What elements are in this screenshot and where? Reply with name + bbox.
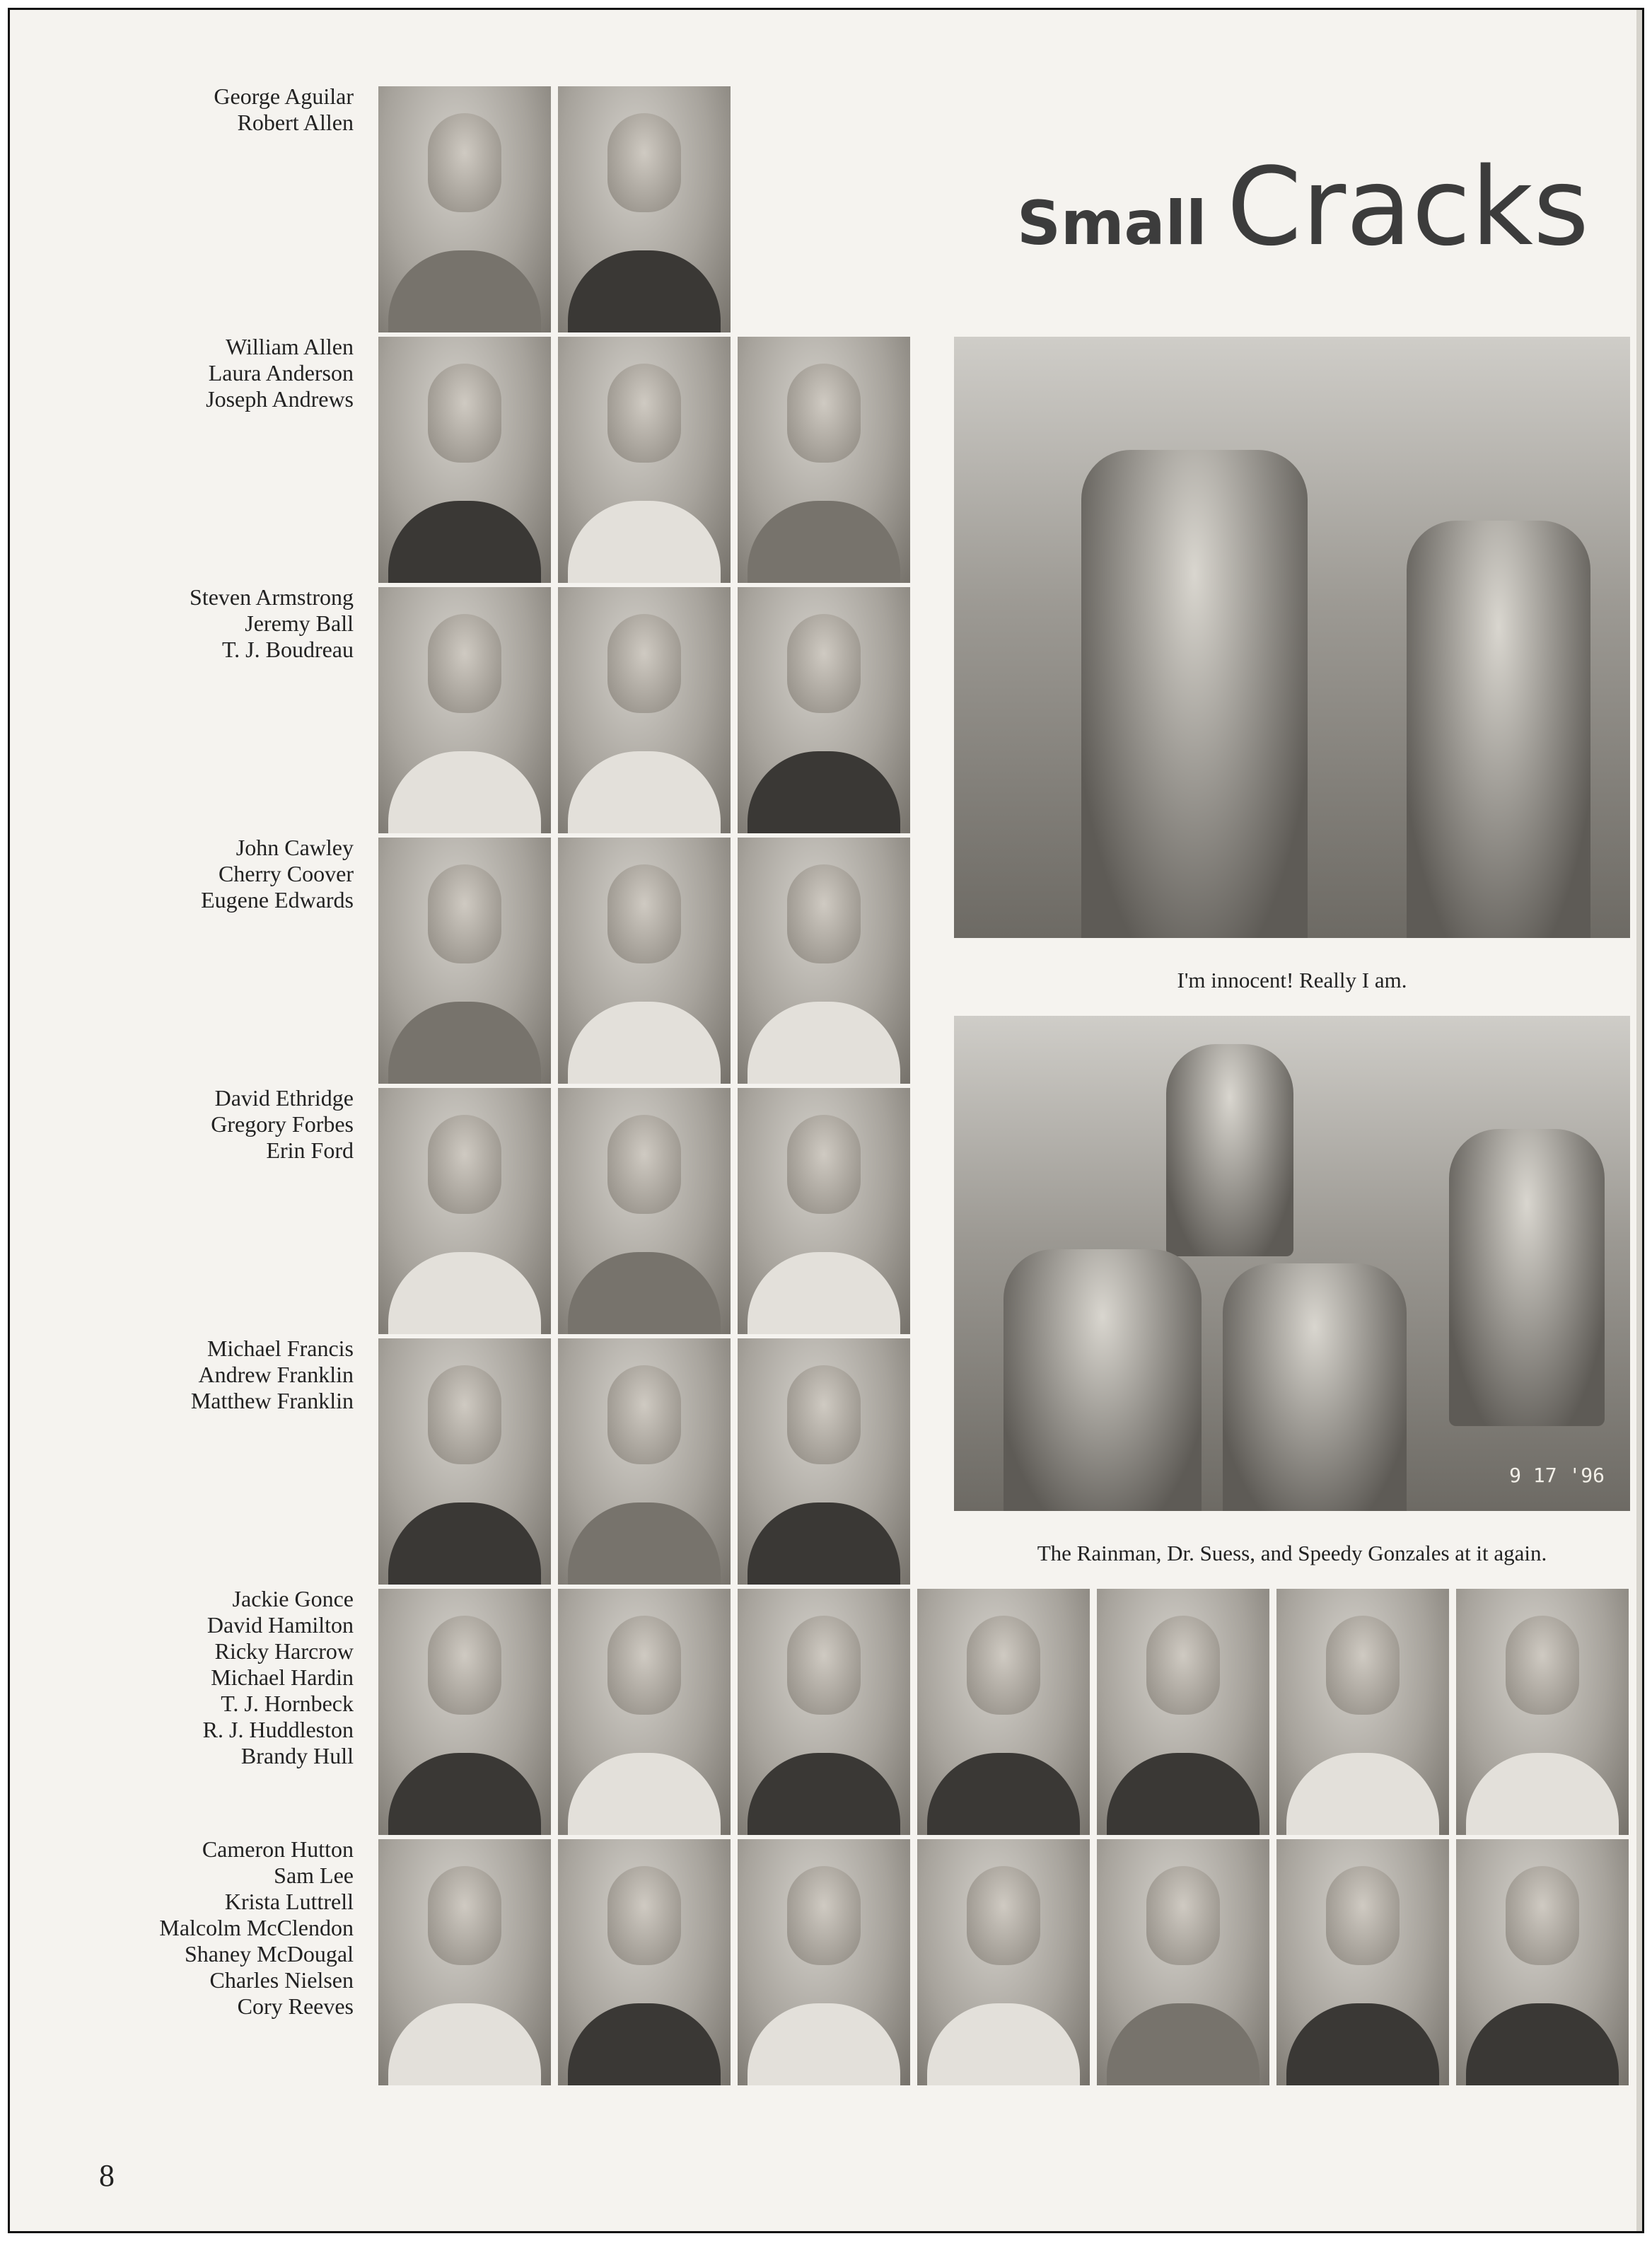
student-portrait xyxy=(738,1589,910,1835)
student-portrait xyxy=(378,838,551,1084)
student-portrait xyxy=(378,337,551,583)
headline-small-word: Small xyxy=(1017,188,1207,259)
student-name: Steven Armstrong xyxy=(190,584,354,610)
candid-photo-hallway xyxy=(954,337,1630,938)
student-name: Michael Francis xyxy=(206,1336,354,1361)
names-row-1 xyxy=(85,83,354,136)
candid-photo-cafeteria xyxy=(954,1016,1630,1511)
student-portrait xyxy=(558,86,731,332)
student-name: George Aguilar xyxy=(214,83,354,109)
student-portrait xyxy=(378,587,551,833)
student-name: Sam Lee xyxy=(274,1863,354,1888)
student-portrait xyxy=(1456,1589,1629,1835)
names-row-5 xyxy=(85,1085,354,1164)
student-name: David Ethridge xyxy=(214,1085,354,1111)
student-name: Michael Hardin xyxy=(211,1664,354,1690)
student-name: Cameron Hutton xyxy=(202,1836,354,1862)
student-portrait xyxy=(1456,1839,1629,2085)
student-name: David Hamilton xyxy=(206,1612,354,1638)
student-name: Gregory Forbes xyxy=(211,1111,354,1137)
student-portrait xyxy=(738,1088,910,1334)
student-name: Robert Allen xyxy=(237,110,354,135)
photo-caption: I'm innocent! Really I am. xyxy=(1177,968,1407,992)
page-edge xyxy=(1636,10,1642,2231)
student-portrait xyxy=(378,1589,551,1835)
student-portrait xyxy=(738,1839,910,2085)
student-name: Andrew Franklin xyxy=(198,1362,354,1387)
student-portrait xyxy=(1276,1839,1449,2085)
student-name: Erin Ford xyxy=(266,1137,354,1163)
student-name: Shaney McDougal xyxy=(184,1941,354,1967)
student-portrait xyxy=(378,1338,551,1585)
student-name: T. J. Hornbeck xyxy=(221,1691,354,1716)
student-portrait xyxy=(558,1589,731,1835)
photo-figure xyxy=(1081,450,1308,938)
student-portrait xyxy=(378,86,551,332)
student-name: William Allen xyxy=(226,334,354,359)
student-portrait xyxy=(1097,1589,1269,1835)
student-portrait xyxy=(738,337,910,583)
student-portrait xyxy=(917,1589,1090,1835)
student-portrait xyxy=(558,337,731,583)
names-row-8 xyxy=(85,1836,354,2020)
student-name: R. J. Huddleston xyxy=(202,1717,354,1742)
student-portrait xyxy=(917,1839,1090,2085)
photo-date-stamp: 9 17 '96 xyxy=(1509,1464,1605,1487)
student-portrait xyxy=(738,838,910,1084)
student-name: Ricky Harcrow xyxy=(214,1638,354,1664)
names-row-3 xyxy=(85,584,354,663)
student-name: Cherry Coover xyxy=(218,861,354,886)
student-name: Joseph Andrews xyxy=(206,386,354,412)
photo-figure xyxy=(1449,1129,1605,1426)
photo-figure xyxy=(1166,1044,1293,1256)
names-row-7 xyxy=(85,1586,354,1769)
student-name: Matthew Franklin xyxy=(190,1388,354,1413)
student-portrait xyxy=(558,1839,731,2085)
student-portrait xyxy=(558,1338,731,1585)
names-row-4 xyxy=(85,835,354,913)
student-portrait xyxy=(378,1088,551,1334)
student-portrait xyxy=(558,1088,731,1334)
student-portrait xyxy=(738,1338,910,1585)
names-row-2 xyxy=(85,334,354,412)
student-portrait xyxy=(1097,1839,1269,2085)
student-name: Jeremy Ball xyxy=(245,610,354,636)
photo-figure xyxy=(1004,1249,1202,1511)
photo-caption: The Rainman, Dr. Suess, and Speedy Gonzales at it again. xyxy=(1037,1541,1547,1565)
photo-figure xyxy=(1223,1263,1407,1511)
student-name: Brandy Hull xyxy=(240,1743,354,1768)
names-row-6 xyxy=(85,1336,354,1414)
student-name: John Cawley xyxy=(235,835,354,860)
headline-large-word: Cracks xyxy=(1226,144,1590,270)
page-number: 8 xyxy=(99,2158,115,2193)
student-name: Krista Luttrell xyxy=(224,1889,354,1914)
student-portrait xyxy=(738,587,910,833)
student-name: Jackie Gonce xyxy=(232,1586,354,1611)
yearbook-page xyxy=(10,10,1642,2231)
photo-figure xyxy=(1407,521,1590,938)
student-portrait xyxy=(558,587,731,833)
student-name: Charles Nielsen xyxy=(209,1967,354,1993)
student-portrait xyxy=(558,838,731,1084)
student-name: Cory Reeves xyxy=(237,1993,354,2019)
student-name: Laura Anderson xyxy=(208,360,354,386)
student-name: T. J. Boudreau xyxy=(221,637,354,662)
student-portrait xyxy=(378,1839,551,2085)
student-portrait xyxy=(1276,1589,1449,1835)
page-headline xyxy=(1017,144,1589,270)
student-name: Eugene Edwards xyxy=(201,887,354,913)
student-name: Malcolm McClendon xyxy=(159,1915,354,1940)
